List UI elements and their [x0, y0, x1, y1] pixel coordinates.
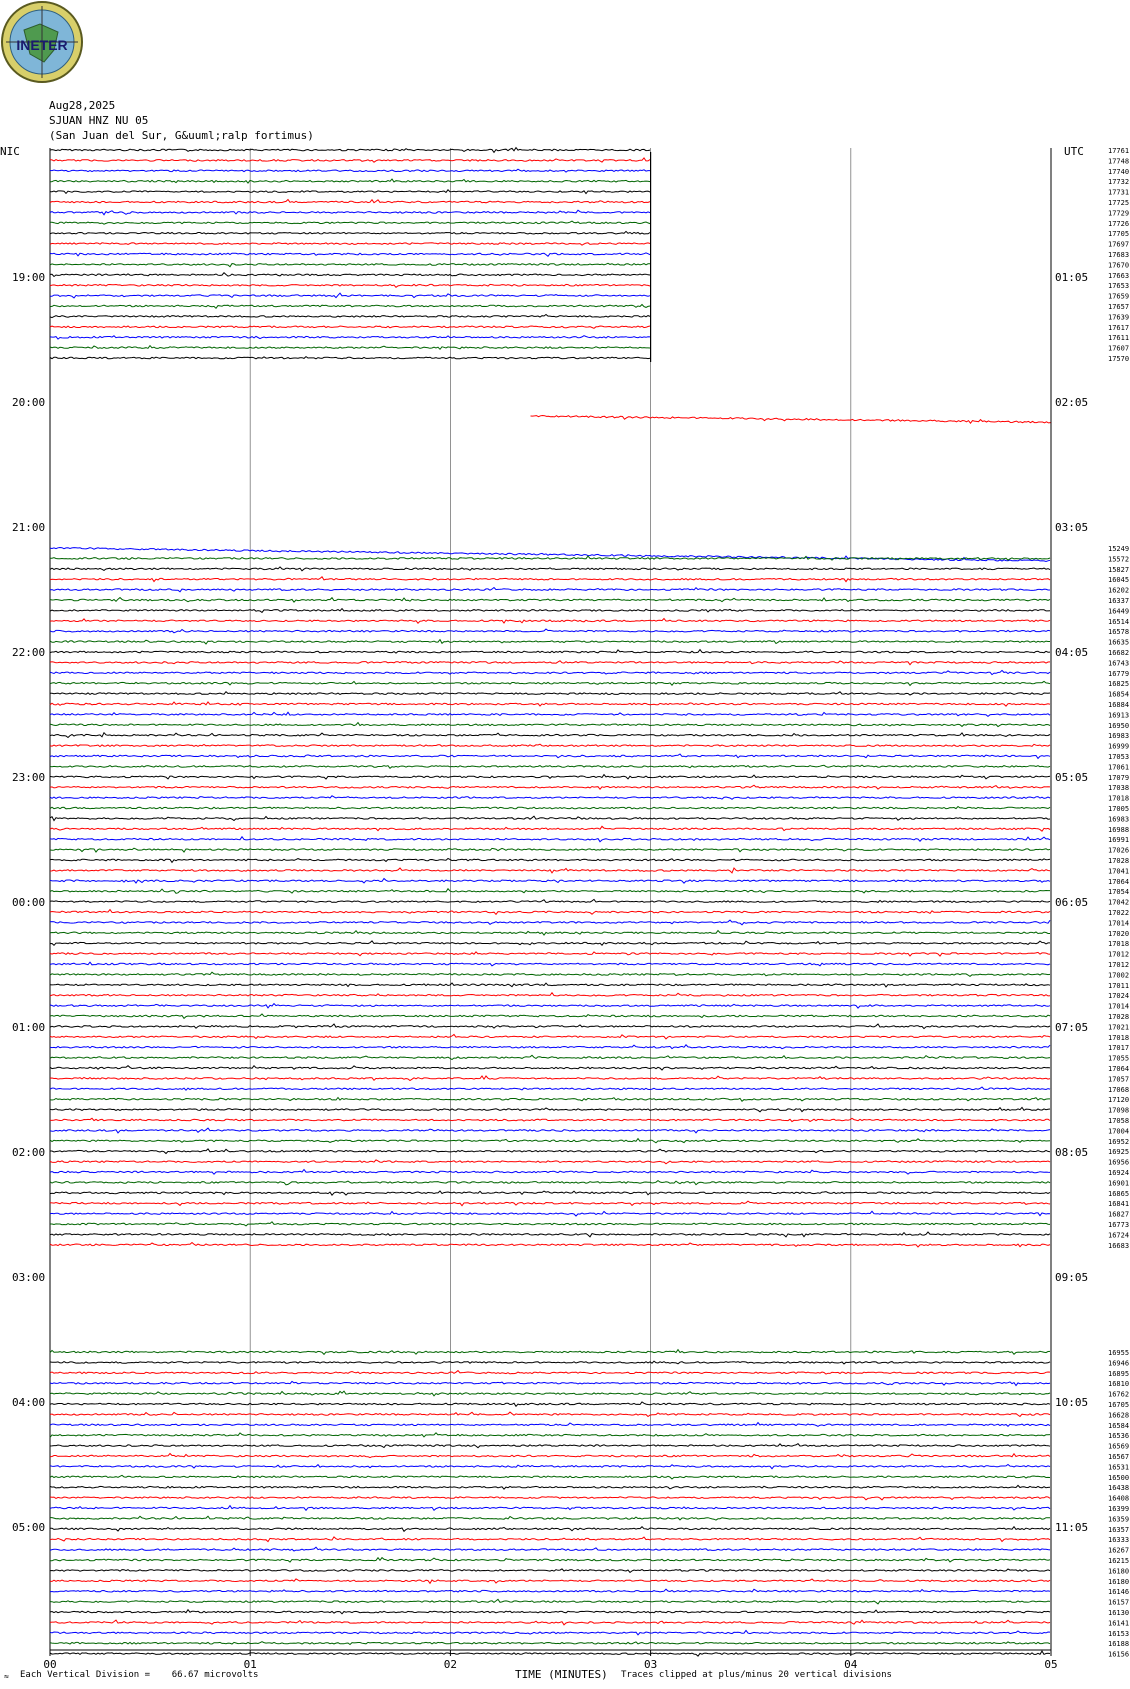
right-hour-label: 01:05 — [1055, 271, 1089, 284]
seismic-trace — [50, 1547, 1050, 1551]
seismic-trace — [50, 556, 1050, 560]
trace-count-label: 16153 — [1108, 1629, 1130, 1638]
svg-text:INETER: INETER — [16, 37, 68, 53]
seismic-trace — [50, 796, 1050, 800]
trace-count-label: 17079 — [1108, 773, 1130, 782]
trace-count-label: 16584 — [1108, 1421, 1130, 1430]
left-hour-label: 02:00 — [12, 1146, 46, 1159]
trace-count-label: 17098 — [1108, 1106, 1130, 1115]
trace-count-label: 17018 — [1108, 794, 1130, 803]
trace-count-label: 17659 — [1108, 292, 1130, 301]
seismic-trace — [50, 231, 650, 234]
seismic-trace — [50, 1149, 1050, 1154]
seismic-trace — [50, 1506, 1050, 1511]
right-hour-label: 02:05 — [1055, 396, 1089, 409]
seismic-trace — [50, 588, 1050, 592]
trace-count-label: 17042 — [1108, 898, 1130, 907]
trace-count-label: 17021 — [1108, 1023, 1130, 1032]
seismic-trace — [50, 210, 650, 215]
seismic-trace — [50, 920, 1050, 925]
trace-count-label: 17725 — [1108, 199, 1130, 207]
trace-count-label: 17012 — [1108, 950, 1130, 959]
trace-count-label: 17657 — [1108, 303, 1130, 311]
seismic-trace — [50, 263, 650, 266]
seismic-trace — [50, 1569, 1050, 1573]
seismic-trace — [50, 1631, 1050, 1635]
trace-count-label: 16955 — [1108, 1349, 1130, 1357]
seismic-trace — [50, 1537, 1050, 1542]
trace-count-label: 16569 — [1108, 1442, 1130, 1451]
trace-count-label: 16146 — [1108, 1588, 1130, 1597]
scale-note: Each Vertical Division = 66.67 microvolts — [20, 1670, 259, 1680]
seismic-trace — [50, 1475, 1050, 1479]
left-hour-label: 04:00 — [12, 1396, 46, 1409]
seismic-trace — [50, 692, 1050, 695]
right-hour-label: 10:05 — [1055, 1396, 1089, 1409]
seismic-trace — [50, 1412, 1050, 1416]
trace-count-label: 16895 — [1108, 1369, 1130, 1378]
trace-count-label: 16946 — [1108, 1359, 1130, 1368]
trace-count-label: 16983 — [1108, 815, 1130, 824]
footer-marker: ≈ — [4, 1672, 9, 1681]
trace-count-label: 17697 — [1108, 240, 1130, 249]
trace-count-label: 16762 — [1108, 1390, 1130, 1399]
trace-count-label: 17120 — [1108, 1096, 1130, 1105]
right-hour-label: 11:05 — [1055, 1521, 1089, 1534]
trace-count-label: 16188 — [1108, 1640, 1130, 1649]
seismic-trace — [50, 859, 1050, 863]
trace-count-label: 17014 — [1108, 1002, 1130, 1011]
seismic-trace — [50, 305, 650, 309]
trace-count-label: 17024 — [1108, 992, 1130, 1001]
trace-count-label: 16333 — [1108, 1536, 1130, 1545]
seismic-trace — [50, 1485, 1050, 1489]
trace-count-label: 17740 — [1108, 167, 1130, 176]
trace-count-label: 17053 — [1108, 753, 1130, 761]
trace-count-label: 16202 — [1108, 586, 1130, 595]
seismic-trace — [50, 816, 1050, 820]
trace-count-label: 15249 — [1108, 545, 1130, 553]
seismic-trace — [50, 1170, 1050, 1175]
seismic-trace — [50, 1589, 1050, 1592]
trace-count-label: 16578 — [1108, 628, 1130, 637]
seismic-trace — [50, 346, 650, 350]
trace-count-label: 17012 — [1108, 961, 1130, 969]
seismic-trace — [50, 744, 1050, 746]
seismic-trace — [50, 1232, 1050, 1237]
trace-count-label: 16991 — [1108, 836, 1130, 845]
seismic-trace — [50, 785, 1050, 789]
seismic-trace — [50, 1465, 1050, 1469]
seismic-trace — [50, 899, 1050, 902]
trace-count-label: 16438 — [1108, 1484, 1130, 1493]
trace-count-label: 17054 — [1108, 888, 1130, 897]
trace-count-label: 16925 — [1108, 1148, 1130, 1157]
seismic-trace — [50, 1128, 1050, 1133]
seismic-trace — [50, 661, 1050, 665]
seismic-trace — [50, 221, 650, 224]
seismic-trace — [50, 983, 1050, 987]
trace-count-label: 17002 — [1108, 971, 1130, 980]
seismic-trace — [50, 1620, 1050, 1625]
seismic-trace — [50, 837, 1050, 842]
seismic-trace — [50, 1211, 1050, 1216]
seismic-trace — [50, 1014, 1050, 1018]
seismic-trace — [50, 1423, 1050, 1427]
trace-count-label: 16500 — [1108, 1473, 1130, 1482]
trace-count-label: 16267 — [1108, 1546, 1130, 1555]
seismic-trace — [50, 910, 1050, 915]
clip-note: Traces clipped at plus/minus 20 vertical divisions — [621, 1670, 892, 1680]
trace-count-label: 17064 — [1108, 1065, 1130, 1073]
seismic-trace — [50, 765, 1050, 768]
trace-count-label: 17028 — [1108, 857, 1130, 865]
trace-count-label: 16682 — [1108, 649, 1130, 657]
seismic-trace — [50, 712, 1050, 716]
left-hour-label: 03:00 — [12, 1271, 46, 1284]
seismic-trace — [50, 293, 650, 298]
trace-count-label: 16952 — [1108, 1137, 1130, 1146]
seismic-trace — [50, 826, 1050, 831]
trace-count-label: 16956 — [1108, 1158, 1130, 1167]
seismic-trace — [50, 1527, 1050, 1532]
seismic-trace — [50, 1599, 1050, 1604]
seismic-trace — [50, 179, 650, 183]
seismic-trace — [50, 619, 1050, 624]
trace-count-label: 17018 — [1108, 1033, 1130, 1042]
trace-count-label: 16743 — [1108, 659, 1130, 668]
left-hour-label: 20:00 — [12, 396, 46, 409]
seismic-trace — [50, 1402, 1050, 1406]
trace-count-label: 16913 — [1108, 711, 1130, 720]
seismic-trace — [50, 1139, 1050, 1143]
trace-count-label: 17617 — [1108, 323, 1130, 332]
seismic-trace — [50, 681, 1050, 685]
trace-count-label: 16141 — [1108, 1619, 1130, 1628]
trace-count-label: 17670 — [1108, 261, 1130, 270]
seismic-trace — [50, 1004, 1050, 1009]
seismic-trace — [50, 1181, 1050, 1185]
trace-count-label: 17055 — [1108, 1054, 1130, 1063]
trace-count-label: 17017 — [1108, 1044, 1130, 1053]
seismic-trace — [50, 1516, 1050, 1520]
right-hour-label: 06:05 — [1055, 896, 1089, 909]
trace-count-label: 17748 — [1108, 157, 1130, 166]
x-tick-label: 03 — [643, 1658, 658, 1671]
trace-count-label: 17022 — [1108, 909, 1130, 917]
trace-count-label: 17028 — [1108, 1013, 1130, 1021]
seismic-trace — [50, 1497, 1050, 1500]
trace-count-label: 17005 — [1108, 805, 1130, 813]
trace-count-label: 16180 — [1108, 1567, 1130, 1576]
seismic-trace — [50, 733, 1050, 738]
seismic-trace — [50, 640, 1050, 644]
trace-count-label: 16628 — [1108, 1411, 1130, 1420]
seismic-trace — [50, 148, 650, 153]
seismic-trace — [50, 1433, 1050, 1438]
seismic-trace — [50, 1222, 1050, 1226]
trace-count-label: 16950 — [1108, 721, 1130, 730]
seismic-trace — [50, 1361, 1050, 1364]
seismic-trace — [50, 200, 650, 203]
trace-count-label: 16724 — [1108, 1231, 1130, 1240]
seismic-trace — [50, 1610, 1050, 1614]
trace-count-label: 17068 — [1108, 1085, 1130, 1094]
seismic-trace — [531, 416, 1051, 424]
seismic-trace — [50, 1579, 1050, 1583]
trace-count-label: 16854 — [1108, 690, 1130, 699]
left-zone-label: NIC — [0, 145, 20, 158]
trace-count-label: 16514 — [1108, 617, 1130, 626]
seismic-trace — [50, 336, 650, 339]
location-label: (San Juan del Sur, G&uuml;ralp fortimus) — [49, 129, 314, 142]
trace-count-label: 17607 — [1108, 344, 1130, 353]
seismic-trace — [50, 1160, 1050, 1164]
seismic-trace — [50, 889, 1050, 894]
station-label: SJUAN HNZ NU 05 — [49, 114, 149, 127]
seismic-trace — [50, 1201, 1050, 1206]
trace-count-label: 16157 — [1108, 1598, 1130, 1607]
trace-count-label: 17639 — [1108, 313, 1130, 322]
seismic-trace — [50, 848, 1050, 852]
trace-count-label: 16884 — [1108, 701, 1130, 709]
trace-count-label: 17732 — [1108, 178, 1130, 187]
trace-count-label: 16156 — [1108, 1650, 1130, 1659]
seismic-trace — [50, 1454, 1050, 1458]
seismic-trace — [50, 1243, 1050, 1248]
trace-count-label: 17004 — [1108, 1127, 1130, 1136]
trace-count-label: 16827 — [1108, 1210, 1130, 1219]
trace-count-label: 17653 — [1108, 282, 1130, 291]
seismic-trace — [50, 993, 1050, 997]
trace-count-label: 17014 — [1108, 919, 1130, 928]
trace-count-label: 16449 — [1108, 607, 1130, 616]
seismic-trace — [50, 1045, 1050, 1049]
seismic-trace — [50, 1642, 1050, 1645]
seismic-trace — [50, 754, 1050, 758]
right-hour-label: 08:05 — [1055, 1146, 1089, 1159]
trace-count-label: 17041 — [1108, 867, 1130, 876]
x-tick-label: 00 — [43, 1658, 57, 1671]
left-hour-label: 23:00 — [12, 771, 46, 784]
seismic-trace — [50, 1558, 1050, 1563]
trace-count-label: 16359 — [1108, 1515, 1130, 1524]
trace-count-label: 17064 — [1108, 877, 1130, 886]
trace-count-label: 16399 — [1108, 1505, 1130, 1513]
seismic-trace — [50, 1381, 1050, 1385]
seismic-trace — [50, 315, 650, 318]
trace-count-label: 16635 — [1108, 638, 1130, 647]
left-hour-label: 01:00 — [12, 1021, 46, 1034]
trace-count-label: 16531 — [1108, 1463, 1130, 1472]
x-tick-label: 05 — [1044, 1658, 1058, 1671]
trace-count-label: 16988 — [1108, 825, 1130, 834]
trace-count-label: 16045 — [1108, 576, 1130, 585]
trace-count-label: 16924 — [1108, 1169, 1130, 1177]
seismic-trace — [50, 567, 1050, 571]
seismic-trace — [50, 1055, 1050, 1059]
trace-count-label: 17663 — [1108, 271, 1130, 280]
left-hour-label: 21:00 — [12, 521, 46, 534]
seismic-trace — [50, 868, 1050, 873]
right-zone-label: UTC — [1064, 145, 1084, 158]
trace-count-label: 16865 — [1108, 1189, 1130, 1198]
seismic-trace — [50, 577, 1050, 582]
trace-count-label: 17726 — [1108, 219, 1130, 228]
date-label: Aug28,2025 — [49, 99, 116, 112]
trace-count-label: 17683 — [1108, 251, 1130, 259]
trace-count-label: 16773 — [1108, 1221, 1130, 1229]
trace-count-label: 16705 — [1108, 1401, 1130, 1409]
trace-count-label: 16567 — [1108, 1453, 1130, 1461]
seismic-trace — [50, 158, 650, 162]
right-hour-label: 07:05 — [1055, 1021, 1089, 1034]
seismic-trace — [50, 1087, 1050, 1090]
seismic-trace — [50, 1118, 1050, 1121]
left-hour-label: 00:00 — [12, 896, 46, 909]
trace-count-label: 16999 — [1108, 742, 1130, 751]
right-hour-label: 09:05 — [1055, 1271, 1089, 1284]
trace-count-label: 16337 — [1108, 597, 1130, 605]
seismic-trace — [50, 1107, 1050, 1111]
trace-count-label: 17061 — [1108, 763, 1130, 772]
seismic-trace — [50, 273, 650, 277]
seismic-trace — [50, 169, 650, 172]
trace-count-label: 16779 — [1108, 669, 1130, 678]
seismic-trace — [50, 702, 1050, 706]
seismic-trace — [50, 879, 1050, 884]
seismic-trace — [50, 190, 650, 194]
trace-count-label: 16983 — [1108, 732, 1130, 741]
left-hour-label: 19:00 — [12, 271, 46, 284]
seismic-trace — [50, 1035, 1050, 1039]
trace-count-label: 17011 — [1108, 981, 1130, 990]
seismic-trace — [50, 972, 1050, 976]
seismic-trace — [50, 609, 1050, 613]
left-hour-label: 22:00 — [12, 646, 46, 659]
seismic-trace — [50, 941, 1050, 945]
seismic-trace — [50, 650, 1050, 654]
trace-count-label: 17761 — [1108, 147, 1130, 155]
seismic-trace — [50, 326, 650, 328]
trace-count-label: 17611 — [1108, 334, 1130, 343]
seismic-trace — [50, 723, 1050, 727]
x-tick-label: 01 — [243, 1658, 257, 1671]
right-hour-label: 04:05 — [1055, 646, 1089, 659]
trace-count-label: 17018 — [1108, 940, 1130, 949]
trace-count-label: 17729 — [1108, 209, 1130, 218]
left-hour-label: 05:00 — [12, 1521, 46, 1534]
seismic-trace — [50, 1350, 1050, 1355]
seismic-trace — [50, 1066, 1050, 1070]
trace-count-label: 17058 — [1108, 1117, 1130, 1125]
trace-count-label: 16180 — [1108, 1577, 1130, 1586]
trace-count-label: 16357 — [1108, 1525, 1130, 1534]
seismic-trace — [50, 1098, 1050, 1102]
trace-count-label: 16215 — [1108, 1557, 1130, 1565]
right-hour-label: 05:05 — [1055, 771, 1089, 784]
seismic-trace — [50, 670, 1050, 674]
seismic-trace — [50, 284, 650, 287]
seismic-trace — [50, 952, 1050, 956]
trace-count-label: 16810 — [1108, 1380, 1130, 1389]
trace-count-label: 17026 — [1108, 846, 1130, 855]
seismic-trace — [50, 775, 1050, 779]
seismic-trace — [50, 1076, 1050, 1081]
trace-count-label: 16130 — [1108, 1609, 1130, 1617]
trace-count-label: 17038 — [1108, 784, 1130, 793]
seismic-trace — [50, 1651, 1050, 1656]
trace-count-label: 17020 — [1108, 929, 1130, 938]
trace-count-label: 16825 — [1108, 680, 1130, 689]
seismic-trace — [50, 1391, 1050, 1396]
seismic-trace — [50, 1024, 1050, 1029]
seismic-trace — [50, 253, 650, 256]
seismic-trace — [50, 1371, 1050, 1375]
trace-count-label: 17057 — [1108, 1075, 1130, 1084]
trace-count-label: 17570 — [1108, 355, 1130, 363]
seismic-trace — [50, 243, 650, 245]
x-axis-label: TIME (MINUTES) — [515, 1668, 608, 1681]
trace-count-label: 15827 — [1108, 565, 1130, 574]
seismic-trace — [50, 962, 1050, 966]
trace-count-label: 16841 — [1108, 1200, 1130, 1209]
trace-count-label: 17731 — [1108, 188, 1130, 197]
right-hour-label: 03:05 — [1055, 521, 1089, 534]
trace-count-label: 16536 — [1108, 1432, 1130, 1441]
seismic-trace — [50, 357, 650, 359]
trace-count-label: 16408 — [1108, 1494, 1130, 1503]
seismic-trace — [50, 931, 1050, 936]
trace-count-label: 16901 — [1108, 1179, 1130, 1188]
trace-count-label: 15572 — [1108, 555, 1130, 564]
seismic-trace — [50, 807, 1050, 809]
x-tick-label: 02 — [443, 1658, 458, 1671]
seismic-trace — [50, 629, 1050, 633]
trace-count-label: 16683 — [1108, 1241, 1130, 1250]
seismic-trace — [50, 598, 1050, 603]
seismic-trace — [50, 1191, 1050, 1195]
x-tick-label: 04 — [844, 1658, 858, 1671]
seismic-trace — [50, 1444, 1050, 1448]
trace-count-label: 17705 — [1108, 230, 1130, 239]
